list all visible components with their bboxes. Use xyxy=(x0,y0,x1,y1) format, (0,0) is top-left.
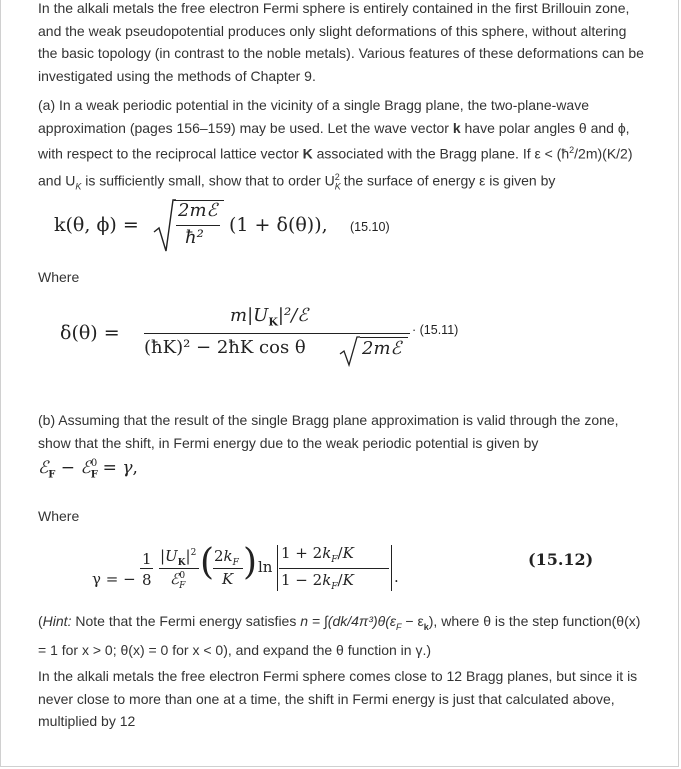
hint-paragraph: (Hint: Note that the Fermi energy satisfies $n = \int(dk/4\pi^3)\theta(\varepsilon_F - \varepsilon_k)$, where θ is the step function(θ(x) = 1 for x > 0; θ(x) = 0 for x < 0), and expand the θ function in γ.) xyxy=(38,613,641,658)
hint-label: Hint: xyxy=(42,613,72,629)
part-a-text-1: (a) In a weak periodic potential in the vicinity of a single Bragg plane, the two-plane-wave approximation (pages 156–159) may be used. Let the wave vector xyxy=(38,97,589,136)
equation-15-12: γ = − 1 8 $|U_K|^2$ ℰ$_F^0$ ( $2k_F$ K ) ln $1 + 2k_F/K$ $1 - 2k_F/K$ . (15.12) xyxy=(92,542,594,592)
part-a-text-3: associated with the Bragg plane. If ε < (ħ xyxy=(312,146,570,163)
intro-paragraph: In the alkali metals the free electron Fermi sphere is entirely contained in the first Brillouin zone, and the weak pseudopotential produces only slight deformations of this sphere, without altering the basic topology (in contrast to the noble metals). Various features of these deformations can be investigated using the methods of Chapter 9. xyxy=(38,0,644,85)
eq-15-10-tag: (15.10) xyxy=(350,220,390,234)
eq-15-10-rhs: (1 + δ(θ)), xyxy=(229,214,328,236)
where-label-2: Where xyxy=(38,508,80,524)
part-a-text-5: the surface of energy ε is given by xyxy=(339,172,556,189)
part-b-paragraph: (b) Assuming that the result of the single Bragg plane approximation is valid through the zone, show that the shift, in Fermi energy due to the weak periodic potential is given by xyxy=(38,412,619,451)
eq-15-10-sqrt-sign xyxy=(152,198,176,254)
eq-15-10-denominator: ħ² xyxy=(185,227,204,248)
eq-15-12-lhs: γ = − xyxy=(92,570,136,588)
eq-15-12-tag: (15.12) xyxy=(528,550,594,569)
part-a-text-4: is sufficiently small, show that to order U xyxy=(81,172,335,189)
part-a-K-bold: K xyxy=(302,146,313,163)
part-a-paragraph: (a) In a weak periodic potential in the vicinity of a single Bragg plane, the two-plane-wave approximation (pages 156–159) may be used. Let the wave vector k have polar angles θ and ϕ, with respect to the reciprocal lattice vector K associated with the Bragg plane. If $\varepsilon < (ħ^2/2m)(K/2)$ and $U_K$ is sufficiently small, show that to order $U_K^2$ the surface of energy ε is given by xyxy=(38,97,633,192)
where-label-1: Where xyxy=(38,269,80,285)
equation-15-11 xyxy=(60,304,510,370)
part-a-k-bold: k xyxy=(452,119,461,136)
eq-15-11-sqrt-sign xyxy=(338,334,360,368)
eq-15-11-numerator: $m|U_K|^2/ℰ$ xyxy=(230,305,309,329)
part-a-text-2: have polar angles θ and ϕ, with respect to the reciprocal lattice vector xyxy=(38,119,630,163)
eq-15-11-fraction-bar xyxy=(144,333,410,334)
eq-15-11-lhs: δ(θ) = xyxy=(60,322,120,344)
equation-fermi-shift: ℰ$_F$ − ℰ$_F^0$ = γ, xyxy=(38,458,138,481)
eq-15-10-numerator: 2mℰ xyxy=(178,200,218,221)
equation-15-10 xyxy=(54,198,414,254)
eq-15-11-den-sqrt: 2mℰ xyxy=(362,338,402,359)
eq-15-11-denominator: (ħK)² − 2ħK cos θ xyxy=(144,337,306,358)
eq-15-11-tag: · (15.11) xyxy=(412,323,459,337)
eq-15-10-lhs: k(θ, ϕ) = xyxy=(54,214,139,236)
part-a-text-3b: /2m)(K/2) and U xyxy=(38,146,633,189)
closing-paragraph: In the alkali metals the free electron Fermi sphere comes close to 12 Bragg planes, but since it is never close to more than one at a time, the shift in Fermi energy is just that calculated above, multiplied by 12 xyxy=(38,668,638,730)
